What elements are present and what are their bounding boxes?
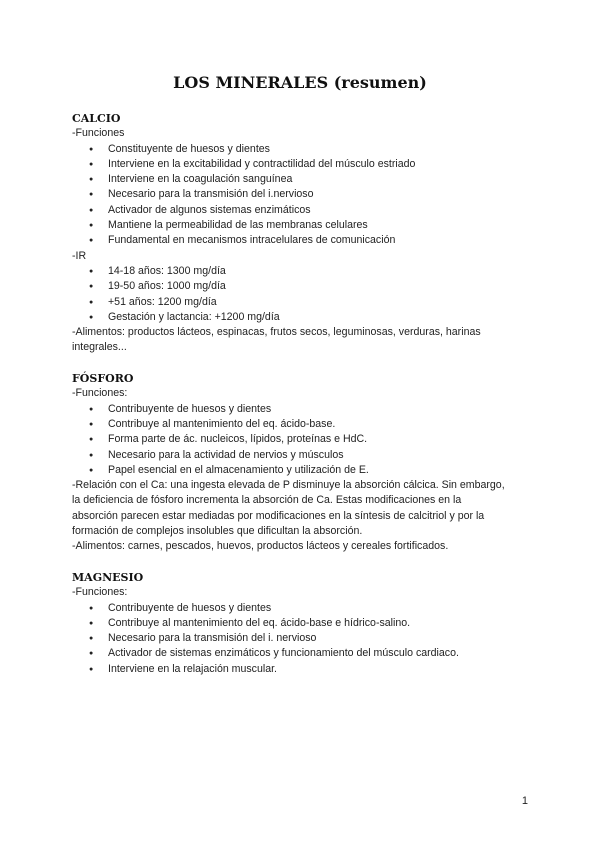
- calcio-funciones-list: [72, 142, 530, 249]
- list-item: ● Forma parte de ác. nucleicos, lípidos, proteínas e HdC.: [72, 432, 530, 447]
- section-spacer: [72, 555, 530, 570]
- document-body: [72, 111, 530, 677]
- list-item: ● Necesario para la transmisión del i.nervioso: [72, 187, 530, 202]
- list-item: ● Activador de algunos sistemas enzimáticos: [72, 203, 530, 218]
- magnesio-funciones-label: -Funciones:: [72, 586, 128, 599]
- section-heading-magnesio: MAGNESIO: [72, 570, 144, 584]
- list-item: ● Necesario para la transmisión del i. nervioso: [72, 631, 530, 646]
- list-item: ● 19-50 años: 1000 mg/día: [72, 279, 530, 294]
- calcio-funciones-label: -Funciones: [72, 127, 125, 140]
- list-item: ● Contribuyente de huesos y dientes: [72, 402, 530, 417]
- list-item: ● Necesario para la actividad de nervios y músculos: [72, 448, 530, 463]
- list-item: ● Interviene en la relajación muscular.: [72, 662, 530, 677]
- list-item: ● Contribuye al mantenimiento del eq. ácido-base e hídrico-salino.: [72, 616, 530, 631]
- list-item: ● Interviene en la coagulación sanguínea: [72, 172, 530, 187]
- list-item: ● Contribuye al mantenimiento del eq. ácido-base.: [72, 417, 530, 432]
- fosforo-funciones-label: -Funciones:: [72, 387, 128, 400]
- calcio-alimentos-line-2: integrales...: [72, 341, 127, 354]
- magnesio-funciones-list: [72, 601, 530, 677]
- section-heading-fosforo: FÓSFORO: [72, 372, 134, 386]
- fosforo-funciones-list: [72, 402, 530, 478]
- page-number: 1: [521, 795, 528, 807]
- calcio-alimentos-line-1: -Alimentos: productos lácteos, espinacas, frutos secos, leguminosas, verduras, harinas: [72, 326, 481, 339]
- list-item: ● Interviene en la excitabilidad y contractilidad del músculo estriado: [72, 157, 530, 172]
- fosforo-relacion-line-1: -Relación con el Ca: una ingesta elevada de P disminuye la absorción cálcica. Sin embargo,: [72, 479, 505, 492]
- calcio-ir-list: [72, 264, 530, 325]
- list-item: ● 14-18 años: 1300 mg/día: [72, 264, 530, 279]
- calcio-ir-label: -IR: [72, 249, 87, 262]
- fosforo-relacion-line-4: formación de complejos insolubles que dificultan la absorción.: [72, 525, 363, 538]
- list-item: ● Activador de sistemas enzimáticos y funcionamiento del músculo cardiaco.: [72, 646, 530, 661]
- section-spacer: [72, 356, 530, 371]
- list-item: ● Contribuyente de huesos y dientes: [72, 601, 530, 616]
- page-title: LOS MINERALES (resumen): [173, 73, 427, 92]
- fosforo-relacion-line-3: absorción parecen estar mediadas por modificaciones en la síntesis de calcitriol y por la: [72, 509, 485, 522]
- fosforo-relacion-line-2: la deficiencia de fósforo incrementa la absorción de Ca. Estas modificaciones en la: [72, 494, 462, 507]
- section-heading-calcio: CALCIO: [72, 112, 121, 125]
- list-item: ● Mantiene la permeabilidad de las membranas celulares: [72, 218, 530, 233]
- list-item: ● Constituyente de huesos y dientes: [72, 142, 530, 157]
- list-item: ● Fundamental en mecanismos intracelulares de comunicación: [72, 233, 530, 248]
- list-item: ● +51 años: 1200 mg/día: [72, 295, 530, 310]
- list-item: ● Gestación y lactancia: +1200 mg/día: [72, 310, 530, 325]
- fosforo-alimentos: -Alimentos: carnes, pescados, huevos, productos lácteos y cereales fortificados.: [72, 540, 449, 553]
- list-item: ● Papel esencial en el almacenamiento y utilización de E.: [72, 463, 530, 478]
